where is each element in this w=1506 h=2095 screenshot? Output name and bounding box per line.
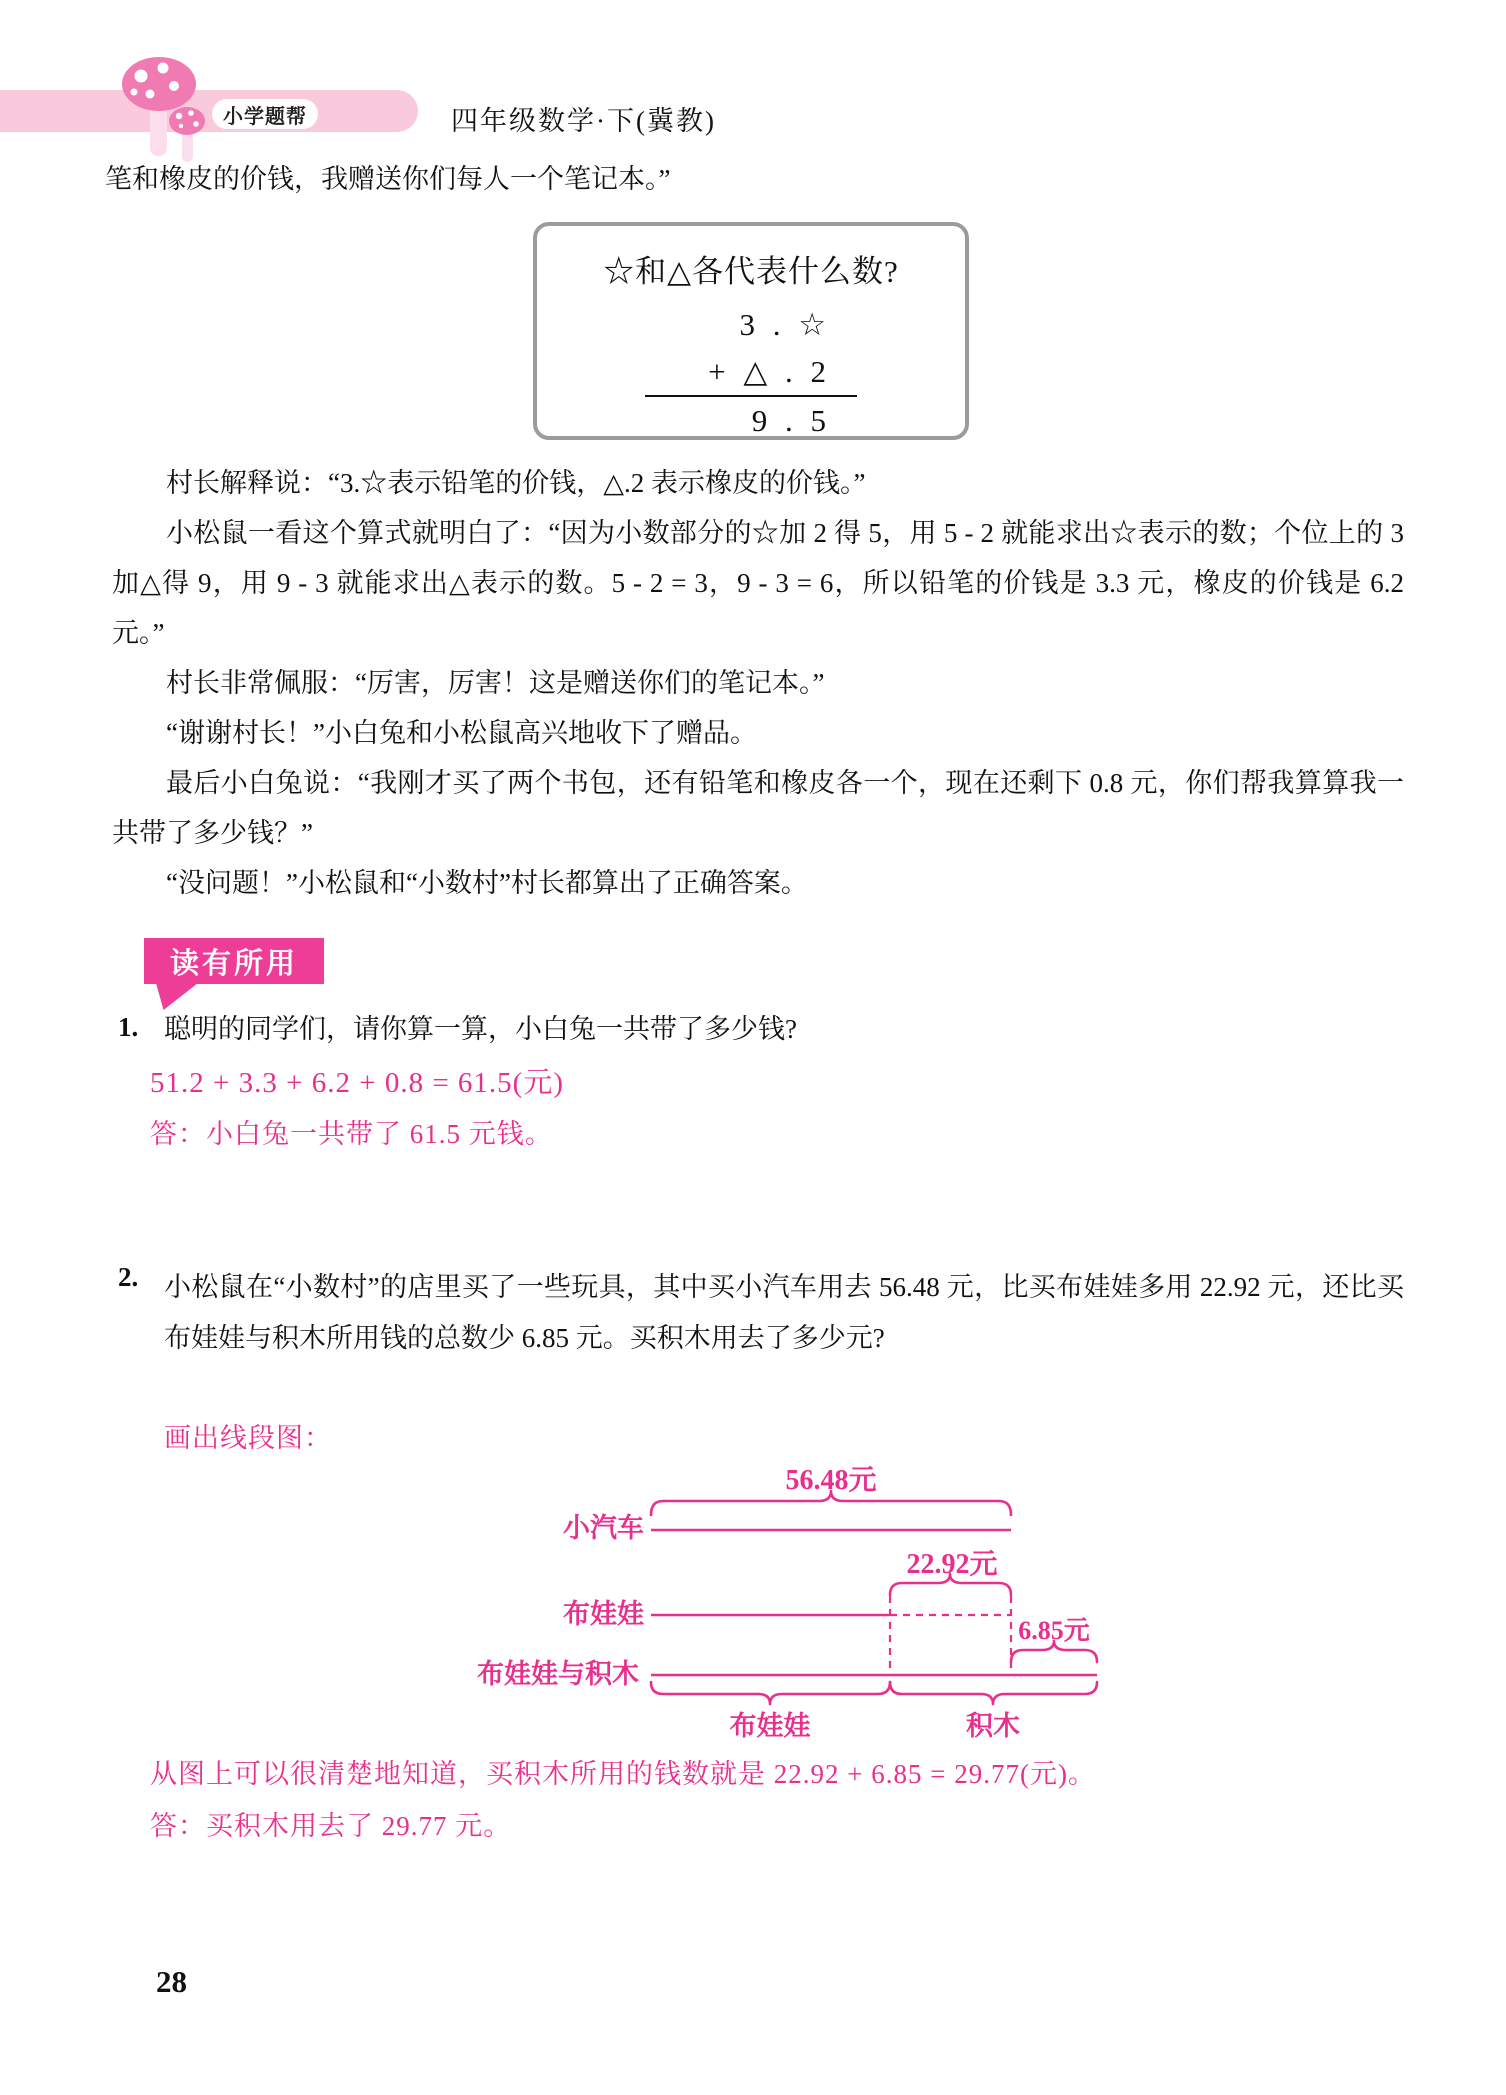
- question-2-answer: 答：买积木用去了 29.77 元。: [150, 1811, 512, 1841]
- mushroom-cap-small: [169, 107, 205, 135]
- brace-car: [651, 1491, 1011, 1515]
- section-badge: 读有所用: [144, 938, 324, 984]
- diagram-bottom-doll-label: 布娃娃: [729, 1711, 811, 1741]
- page-number: 28: [156, 1964, 187, 1999]
- story-paragraph: 最后小白兔说：“我刚才买了两个书包，还有铅笔和橡皮各一个，现在还剩下 0.8 元，你们帮我算算我一共带了多少钱？”: [112, 768, 1404, 848]
- diagram-car-value: 56.48元: [785, 1465, 877, 1496]
- vertical-addition: [645, 301, 857, 444]
- story-paragraph: 村长非常佩服：“厉害，厉害！这是赠送你们的笔记本。”: [166, 668, 825, 698]
- story-intro-line: 笔和橡皮的价钱，我赠送你们每人一个笔记本。”: [105, 164, 671, 194]
- story-text: [112, 458, 1404, 908]
- section-badge-tail: [156, 983, 198, 1010]
- brace-bottom-blocks: [890, 1682, 1097, 1704]
- question-1-stem: 聪明的同学们，请你算一算，小白兔一共带了多少钱?: [164, 1014, 797, 1044]
- mushroom-icon: [110, 48, 218, 166]
- diagram-doll-label: 布娃娃: [563, 1599, 644, 1629]
- addend-1: 3 . ☆: [739, 307, 831, 342]
- book-title: 四年级数学·下(冀教): [451, 106, 716, 136]
- story-paragraph: 小松鼠一看这个算式就明白了：“因为小数部分的☆加 2 得 5，用 5 - 2 就能求出☆表示的数；个位上的 3 加△得 9，用 9 - 3 就能求出△表示的数。5 - 2 = 3，9 - 3 = 6，所以铅笔的价钱是 3.3 元，橡皮的价钱是 6.2 元。”: [112, 518, 1404, 648]
- story-paragraph: “没问题！”小松鼠和“小数村”村长都算出了正确答案。: [166, 868, 808, 898]
- addend-2: + △ . 2: [708, 354, 831, 389]
- story-paragraph: 村长解释说：“3.☆表示铅笔的价钱，△.2 表示橡皮的价钱。”: [166, 468, 866, 498]
- diagram-extra-value: 6.85元: [1018, 1616, 1090, 1645]
- problem-box: [533, 222, 969, 440]
- diagram-total-label: 布娃娃与积木: [477, 1659, 639, 1689]
- diagram-bottom-blocks-label: 积木: [966, 1711, 1020, 1741]
- story-paragraph: “谢谢村长！”小白兔和小松鼠高兴地收下了赠品。: [166, 718, 757, 748]
- question-2-stem: 小松鼠在“小数村”的店里买了一些玩具，其中买小汽车用去 56.48 元，比买布娃娃多用 22.92 元，还比买布娃娃与积木所用钱的总数少 6.85 元。买积木用去了多少元?: [164, 1272, 1404, 1353]
- question-1-answer: 答：小白兔一共带了 61.5 元钱。: [150, 1119, 553, 1149]
- diagram-car-label: 小汽车: [563, 1513, 644, 1543]
- question-1-equation: 51.2 + 3.3 + 6.2 + 0.8 = 61.5(元): [150, 1067, 564, 1099]
- diagram-diff-value: 22.92元: [906, 1549, 998, 1580]
- question-2-conclusion: 从图上可以很清楚地知道，买积木所用的钱数就是 22.92 + 6.85 = 29.77(元)。: [150, 1759, 1096, 1789]
- sum-row: 9 . 5: [645, 395, 857, 444]
- question-2: [118, 1262, 1418, 1364]
- series-badge: 小学题帮: [212, 99, 318, 129]
- question-1-number: 1.: [118, 1012, 139, 1042]
- question-2-number: 2.: [118, 1262, 139, 1292]
- brace-bottom-doll: [651, 1682, 890, 1704]
- problem-box-question: ☆和△各代表什么数?: [603, 254, 899, 289]
- question-1: [118, 1012, 1408, 1046]
- line-segment-diagram: [380, 1455, 1120, 1755]
- question-2-prompt: 画出线段图：: [164, 1423, 332, 1453]
